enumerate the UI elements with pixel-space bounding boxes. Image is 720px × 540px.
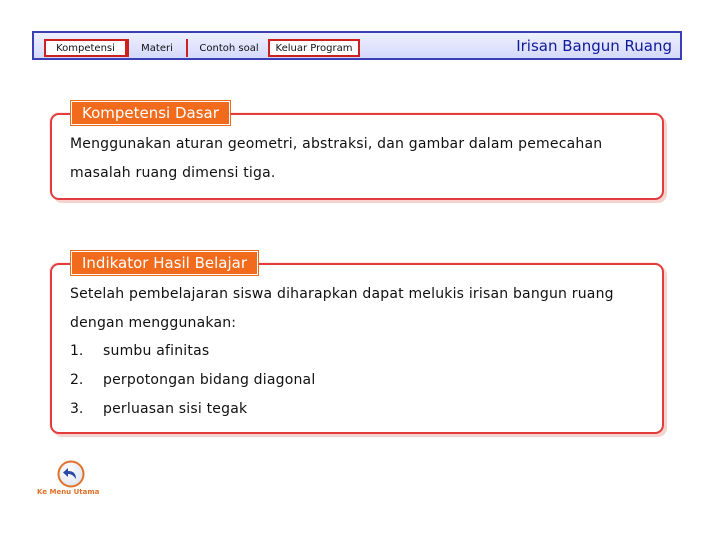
- kompetensi-text-line-1: Menggunakan aturan geometri, abstraksi, dan gambar dalam pemecahan: [70, 136, 603, 152]
- app-title: Irisan Bangun Ruang: [516, 37, 672, 55]
- nav-divider: [186, 39, 188, 57]
- kompetensi-dasar-heading: Kompetensi Dasar: [71, 101, 230, 125]
- nav-button-keluar-program[interactable]: Keluar Program: [268, 39, 360, 57]
- home-button[interactable]: [57, 460, 85, 488]
- kompetensi-text-line-2: masalah ruang dimensi tiga.: [70, 165, 276, 181]
- nav-button-materi[interactable]: Materi: [141, 42, 173, 54]
- nav-button-kompetensi[interactable]: Kompetensi: [44, 39, 127, 57]
- indikator-text-line-1: Setelah pembelajaran siswa diharapkan dapat melukis irisan bangun ruang: [70, 286, 614, 302]
- list-item-number: 2.: [70, 372, 84, 388]
- list-item: perpotongan bidang diagonal: [103, 372, 316, 388]
- home-label: Ke Menu Utama: [37, 488, 100, 496]
- list-item-number: 3.: [70, 401, 84, 417]
- indikator-heading: Indikator Hasil Belajar: [71, 251, 258, 275]
- back-arrow-icon: [57, 460, 85, 488]
- top-navigation-bar: [32, 31, 682, 60]
- list-item: sumbu afinitas: [103, 343, 210, 359]
- nav-divider: [127, 39, 129, 57]
- list-item: perluasan sisi tegak: [103, 401, 248, 417]
- kompetensi-dasar-card: [50, 113, 664, 200]
- indikator-text-line-2: dengan menggunakan:: [70, 315, 237, 331]
- nav-button-contoh-soal[interactable]: Contoh soal: [199, 42, 259, 54]
- list-item-number: 1.: [70, 343, 84, 359]
